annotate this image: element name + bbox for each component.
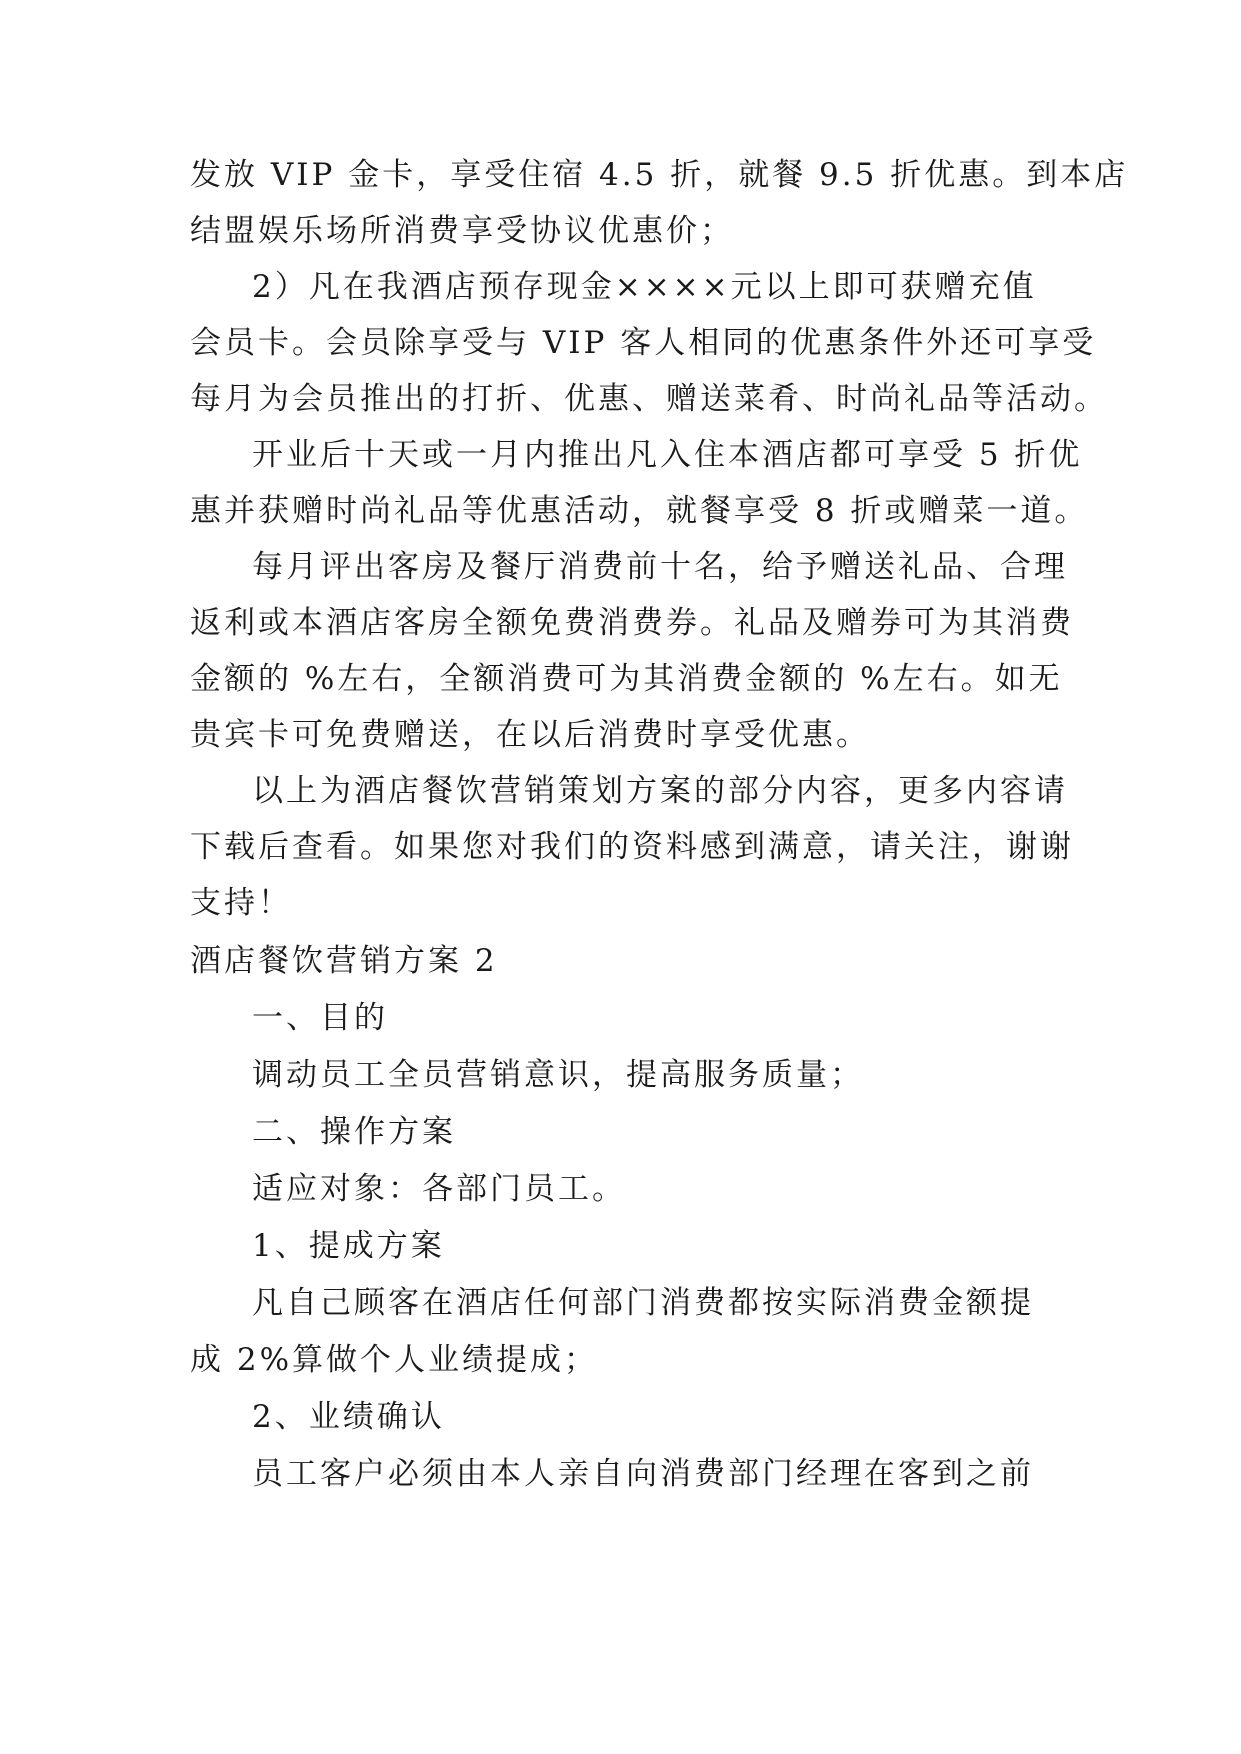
paragraph-line: 支持！ (190, 885, 292, 921)
paragraph-line: 员工客户必须由本人亲自向消费部门经理在客到之前 (252, 1456, 1034, 1492)
paragraph-line: 调动员工全员营销意识，提高服务质量； (252, 1057, 864, 1093)
paragraph-line: 贵宾卡可免费赠送，在以后消费时享受优惠。 (190, 717, 870, 753)
heading-operation-plan: 二、操作方案 (252, 1114, 456, 1150)
section-title: 酒店餐饮营销方案 2 (190, 943, 498, 979)
heading-performance-confirmation: 2、业绩确认 (252, 1399, 445, 1435)
paragraph-line: 金额的 %左右，全额消费可为其消费金额的 %左右。如无 (190, 661, 1063, 697)
paragraph-line: 每月为会员推出的打折、优惠、赠送菜肴、时尚礼品等活动。 (190, 381, 1108, 417)
heading-commission-plan: 1、提成方案 (252, 1228, 445, 1264)
paragraph-line: 每月评出客房及餐厅消费前十名，给予赠送礼品、合理 (252, 549, 1068, 585)
paragraph-line: 惠并获赠时尚礼品等优惠活动，就餐享受 8 折或赠菜一道。 (190, 493, 1089, 529)
paragraph-line: 成 2%算做个人业绩提成； (190, 1342, 599, 1378)
heading-purpose: 一、目的 (252, 1000, 388, 1036)
paragraph-line: 开业后十天或一月内推出凡入住本酒店都可享受 5 折优 (252, 437, 1083, 473)
paragraph-line: 凡自己顾客在酒店任何部门消费都按实际消费金额提 (252, 1285, 1034, 1321)
paragraph-line: 下载后查看。如果您对我们的资料感到满意，请关注，谢谢 (190, 829, 1074, 865)
paragraph-line: 2）凡在我酒店预存现金××××元以上即可获赠充值 (252, 269, 1037, 305)
paragraph-line: 会员卡。会员除享受与 VIP 客人相同的优惠条件外还可享受 (190, 325, 1097, 361)
paragraph-line: 结盟娱乐场所消费享受协议优惠价； (190, 213, 734, 249)
paragraph-line: 发放 VIP 金卡，享受住宿 4.5 折，就餐 9.5 折优惠。到本店 (190, 157, 1129, 193)
paragraph-line: 适应对象：各部门员工。 (252, 1171, 626, 1207)
paragraph-line: 以上为酒店餐饮营销策划方案的部分内容，更多内容请 (252, 773, 1068, 809)
paragraph-line: 返利或本酒店客房全额免费消费券。礼品及赠券可为其消费 (190, 605, 1074, 641)
